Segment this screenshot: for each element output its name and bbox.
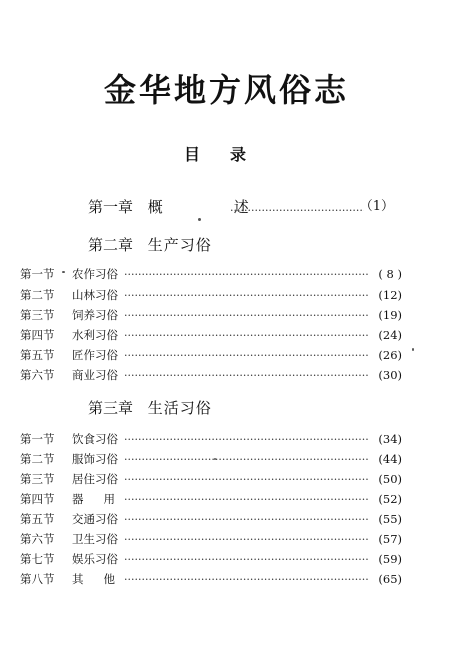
section-number: 第七节 xyxy=(20,552,55,566)
page-number: (55) xyxy=(378,512,402,526)
leader-dots xyxy=(124,551,368,567)
section-number: 第四节 xyxy=(20,328,55,342)
section-title: 饮食习俗 xyxy=(72,432,118,446)
section-title: 器用 xyxy=(72,492,135,506)
section-title: 卫生习俗 xyxy=(72,532,118,546)
toc-section-row[interactable] xyxy=(20,531,402,547)
scan-speck xyxy=(62,271,65,273)
chapter-2-heading xyxy=(88,235,212,255)
chapter-3-heading xyxy=(88,398,212,418)
chapter-1-entry[interactable] xyxy=(88,197,394,217)
page-number: (30) xyxy=(378,368,402,382)
scan-speck xyxy=(198,218,201,221)
chapter-title: 概 述 xyxy=(147,198,277,216)
section-title: 山林习俗 xyxy=(72,288,118,302)
page-number: (44) xyxy=(378,452,402,466)
section-number: 第三节 xyxy=(20,308,55,322)
section-number: 第五节 xyxy=(20,348,55,362)
section-number: 第六节 xyxy=(20,532,55,546)
section-number: 第五节 xyxy=(20,512,55,526)
chapter-label: 第一章 xyxy=(88,198,134,216)
toc-heading: 目录 xyxy=(184,145,277,164)
leader-dots xyxy=(124,471,368,487)
leader-dots xyxy=(230,199,364,215)
book-title: 金华地方风俗志 xyxy=(104,71,350,109)
page-number: （1） xyxy=(359,199,394,214)
section-number: 第一节 xyxy=(20,267,55,281)
page-number: (50) xyxy=(378,472,402,486)
section-number: 第八节 xyxy=(20,572,55,586)
leader-dots xyxy=(124,431,368,447)
toc-section-row[interactable] xyxy=(20,327,402,343)
chapter-title: 生产习俗 xyxy=(147,236,212,254)
page-number: ( 8 ) xyxy=(378,267,402,281)
section-title: 其他 xyxy=(72,572,135,586)
section-number: 第三节 xyxy=(20,472,55,486)
leader-dots xyxy=(124,367,368,383)
chapter-label: 第二章 xyxy=(88,236,134,254)
toc-section-row[interactable] xyxy=(20,347,402,363)
section-title: 居住习俗 xyxy=(72,472,118,486)
toc-section-row[interactable] xyxy=(20,511,402,527)
page-number: (65) xyxy=(378,572,402,586)
leader-dots xyxy=(124,327,368,343)
section-number: 第二节 xyxy=(20,452,55,466)
page-number: (34) xyxy=(378,432,402,446)
toc-section-row[interactable] xyxy=(20,287,402,303)
toc-section-row[interactable] xyxy=(20,451,402,467)
leader-dots xyxy=(124,347,368,363)
page-number: (26) xyxy=(378,348,402,362)
toc-section-row[interactable] xyxy=(20,471,402,487)
chapter-label: 第三章 xyxy=(88,399,134,417)
page-number: (12) xyxy=(378,288,402,302)
section-number: 第二节 xyxy=(20,288,55,302)
leader-dots xyxy=(124,451,368,467)
page-number: (19) xyxy=(378,308,402,322)
page-number: (57) xyxy=(378,532,402,546)
leader-dots xyxy=(124,266,368,282)
scan-speck xyxy=(214,458,216,460)
section-title: 交通习俗 xyxy=(72,512,118,526)
chapter-title: 生活习俗 xyxy=(147,399,212,417)
page-number: (52) xyxy=(378,492,402,506)
toc-section-row[interactable] xyxy=(20,571,402,587)
page-number: (59) xyxy=(378,552,402,566)
section-title: 水利习俗 xyxy=(72,328,118,342)
toc-section-row[interactable] xyxy=(20,551,402,567)
section-title: 商业习俗 xyxy=(72,368,118,382)
section-title: 农作习俗 xyxy=(72,267,118,281)
section-number: 第四节 xyxy=(20,492,55,506)
toc-section-row[interactable] xyxy=(20,431,402,447)
section-number: 第一节 xyxy=(20,432,55,446)
leader-dots xyxy=(124,307,368,323)
scan-speck xyxy=(412,348,414,351)
section-number: 第六节 xyxy=(20,368,55,382)
leader-dots xyxy=(124,531,368,547)
section-title: 饲养习俗 xyxy=(72,308,118,322)
section-title: 匠作习俗 xyxy=(72,348,118,362)
leader-dots xyxy=(124,571,368,587)
toc-section-row[interactable] xyxy=(20,266,402,282)
section-title: 服饰习俗 xyxy=(72,452,118,466)
toc-section-row[interactable] xyxy=(20,367,402,383)
leader-dots xyxy=(124,491,368,507)
toc-section-row[interactable] xyxy=(20,491,402,507)
leader-dots xyxy=(124,287,368,303)
page-number: (24) xyxy=(378,328,402,342)
section-title: 娱乐习俗 xyxy=(72,552,118,566)
leader-dots xyxy=(124,511,368,527)
toc-section-row[interactable] xyxy=(20,307,402,323)
